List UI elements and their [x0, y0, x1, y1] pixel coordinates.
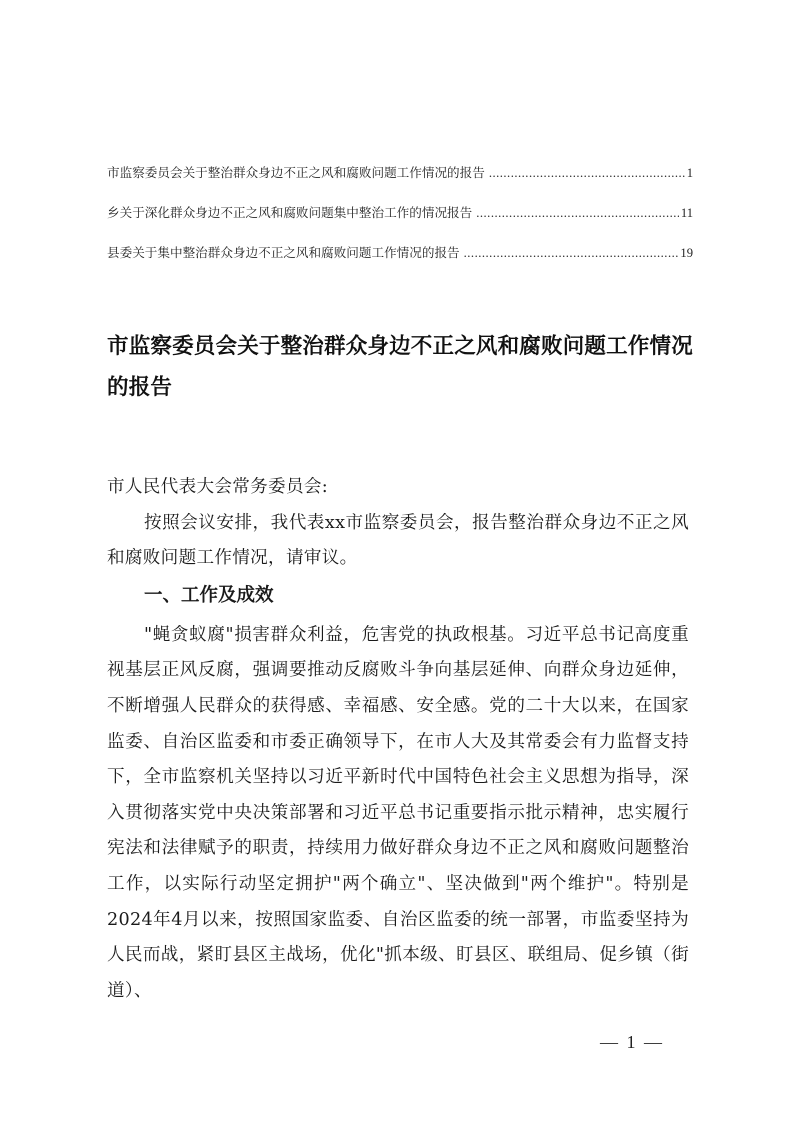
toc-entry-page: 11: [680, 206, 693, 220]
document-title: [107, 326, 707, 408]
toc-entry-title: 市监察委员会关于整治群众身边不正之风和腐败问题工作情况的报告: [107, 166, 485, 180]
table-of-contents: [107, 162, 693, 282]
toc-entry-title: 乡关于深化群众身边不正之风和腐败问题集中整治工作的情况报告: [107, 206, 473, 220]
toc-entry[interactable]: [107, 162, 693, 202]
toc-leader-dots: [464, 246, 679, 261]
document-title-line-2: 的报告: [107, 375, 173, 400]
toc-leader-dots: [489, 166, 685, 181]
document-title-line-1: 市监察委员会关于整治群众身边不正之风和腐败问题工作情况: [107, 334, 693, 359]
toc-entry-page: 1: [686, 166, 693, 180]
document-body: [107, 470, 689, 1009]
toc-entry-title: 县委关于集中整治群众身边不正之风和腐败问题工作情况的报告: [107, 246, 460, 260]
toc-entry-page: 19: [680, 246, 693, 260]
toc-entry[interactable]: [107, 202, 693, 242]
page-number: — 1 —: [600, 1032, 664, 1052]
body-paragraph: "蝇贪蚁腐"损害群众利益，危害党的执政根基。习近平总书记高度重视基层正风反腐，强调要推动反腐败斗争向基层延伸、向群众身边延伸，不断增强人民群众的获得感、幸福感、安全感。党的二十大以来，在国家监委、自治区监委和市委正确领导下，在市人大及其常委会有力监督支持下，全市监察机关坚持以习近平新时代中国特色社会主义思想为指导，深入贯彻落实党中央决策部署和习近平总书记重要指示批示精神，忠实履行宪法和法律赋予的职责，持续用力做好群众身边不正之风和腐败问题整治工作，以实际行动坚定拥护"两个确立"、坚决做到"两个维护"。特别是2024年4月以来，按照国家监委、自治区监委的统一部署，市监委坚持为人民而战，紧盯县区主战场，优化"抓本级、盯县区、联组局、促乡镇（街道）、: [107, 624, 689, 1001]
section-heading: 一、工作及成效: [144, 584, 274, 606]
intro-paragraph: 按照会议安排，我代表xx市监察委员会，报告整治群众身边不正之风和腐败问题工作情况，请审议。: [107, 512, 689, 569]
toc-entry[interactable]: [107, 242, 693, 282]
toc-leader-dots: [476, 206, 679, 221]
salutation: 市人民代表大会常务委员会:: [107, 477, 328, 497]
